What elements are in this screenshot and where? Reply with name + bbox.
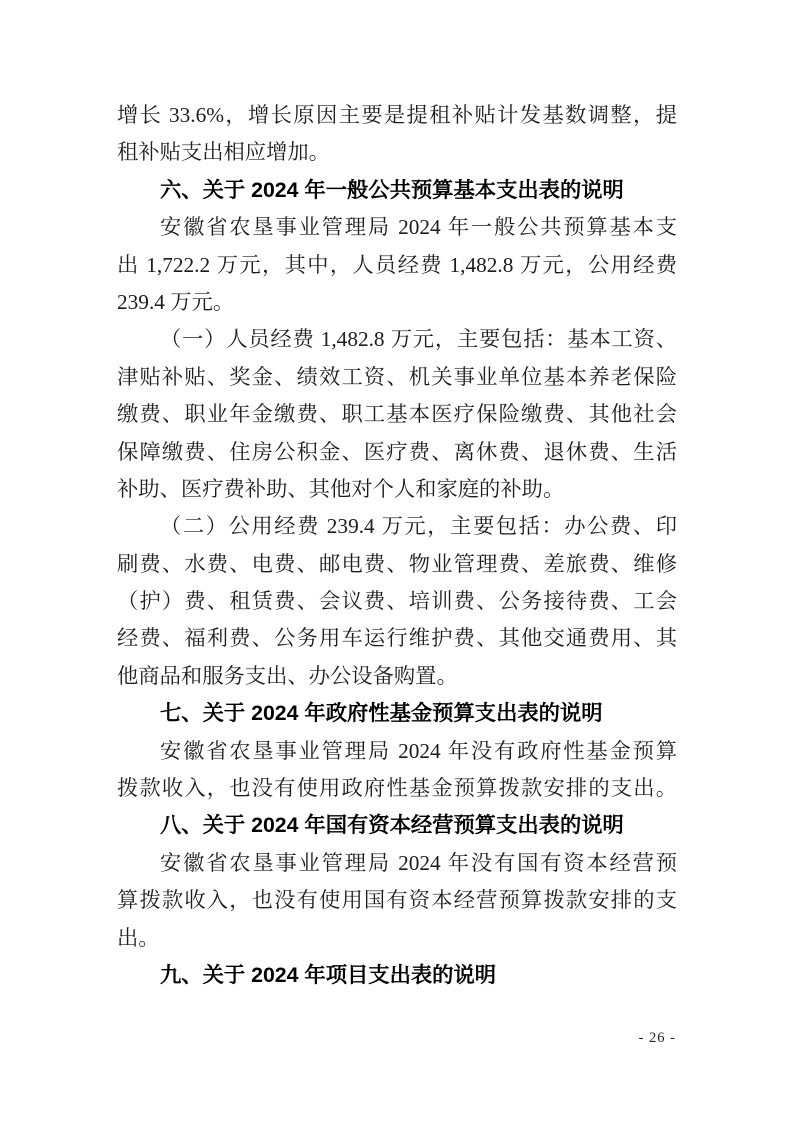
body-line: 出。 (117, 925, 160, 950)
body-line: （二）公用经费 239.4 万元，主要包括：办公费、印 (160, 514, 677, 539)
section-heading-eight: 八、关于 2024 年国有资本经营预算支出表的说明 (160, 813, 624, 838)
section-heading-nine: 九、关于 2024 年项目支出表的说明 (160, 962, 497, 987)
body-line: （护）费、租赁费、会议费、培训费、公务接待费、工会 (117, 589, 677, 614)
body-line: 刷费、水费、电费、邮电费、物业管理费、差旅费、维修 (117, 551, 677, 576)
body-line: 缴费、职业年金缴费、职工基本医疗保险缴费、其他社会 (117, 402, 677, 427)
body-line: 补助、医疗费补助、其他对个人和家庭的补助。 (117, 476, 565, 501)
body-line: 安徽省农垦事业管理局 2024 年一般公共预算基本支 (160, 215, 677, 240)
body-line: 出 1,722.2 万元，其中，人员经费 1,482.8 万元，公用经费 (117, 252, 677, 277)
section-heading-six: 六、关于 2024 年一般公共预算基本支出表的说明 (160, 177, 624, 202)
body-line: 租补贴支出相应增加。 (117, 140, 330, 165)
body-line: （一）人员经费 1,482.8 万元，主要包括：基本工资、 (160, 327, 677, 352)
body-line: 保障缴费、住房公积金、医疗费、离休费、退休费、生活 (117, 439, 677, 464)
body-line: 津贴补贴、奖金、绩效工资、机关事业单位基本养老保险 (117, 364, 677, 389)
body-line: 安徽省农垦事业管理局 2024 年没有国有资本经营预 (160, 850, 677, 875)
body-line: 拨款收入，也没有使用政府性基金预算拨款安排的支出。 (117, 776, 677, 801)
document-text-block (117, 97, 677, 994)
body-line: 增长 33.6%，增长原因主要是提租补贴计发基数调整，提 (117, 103, 677, 127)
body-line: 239.4 万元。 (117, 289, 235, 314)
page-number: - 26 - (638, 1030, 676, 1046)
body-line: 算拨款收入，也没有使用国有资本经营预算拨款安排的支 (117, 888, 677, 913)
body-line: 他商品和服务支出、办公设备购置。 (117, 663, 458, 688)
body-line: 安徽省农垦事业管理局 2024 年没有政府性基金预算 (160, 738, 677, 763)
section-heading-seven: 七、关于 2024 年政府性基金预算支出表的说明 (160, 701, 603, 726)
body-line: 经费、福利费、公务用车运行维护费、其他交通费用、其 (117, 626, 677, 651)
